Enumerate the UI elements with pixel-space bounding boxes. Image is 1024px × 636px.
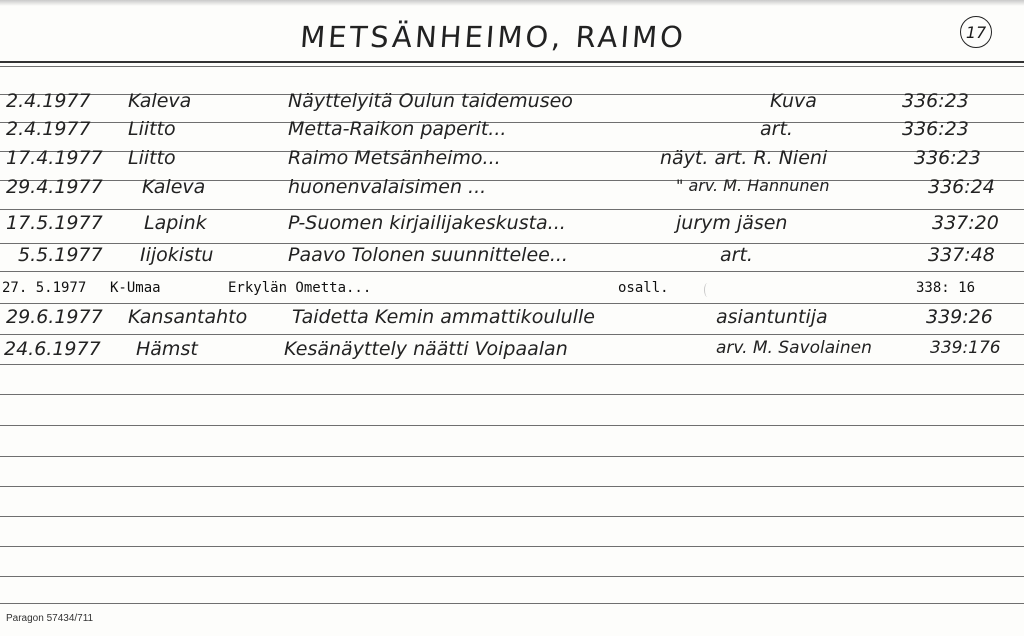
card-top-edge [0,0,1024,6]
ruled-line [0,576,1024,577]
entry-title: Näyttelyitä Oulun taidemuseo [288,90,573,112]
pencil-mark [704,283,711,297]
ruled-line [0,516,1024,517]
ruled-line [0,486,1024,487]
entry-publication: Lapink [144,212,207,234]
entry-date: 29.4.1977 [6,176,103,198]
entry-publication: Hämst [136,338,198,360]
card-number-circle [960,16,992,48]
entry-date: 29.6.1977 [6,306,103,328]
entry-type: arv. M. Savolainen [716,338,872,358]
entry-title: Metta-Raikon paperit... [288,118,507,140]
entry-publication: Iijokistu [140,244,214,266]
entry-reference: 339:26 [926,306,993,328]
entry-publication: Kaleva [142,176,206,198]
ruled-line [0,334,1024,335]
entry-publication: Liitto [128,147,176,169]
entry-type: näyt. art. R. Nieni [660,147,828,169]
entry-reference: 336:23 [902,118,969,140]
entry-reference: 336:24 [928,176,995,198]
entry-publication: Kaleva [128,90,192,112]
entry-date: 17.4.1977 [6,147,103,169]
entry-date: 24.6.1977 [4,338,101,360]
entry-date: 2.4.1977 [6,90,91,112]
entry-date: 5.5.1977 [18,244,103,266]
entry-title: Erkylän Ometta... [228,280,372,296]
entry-title: P-Suomen kirjailijakeskusta... [288,212,566,234]
card-footer: Paragon 57434/711 [6,613,94,624]
entry-title: Kesänäyttely näätti Voipaalan [284,338,568,360]
ruled-line [0,425,1024,426]
ruled-line [0,394,1024,395]
entry-date: 2.4.1977 [6,118,91,140]
ruled-line [0,603,1024,604]
entry-title: Raimo Metsänheimo... [288,147,501,169]
entry-reference: 339:176 [930,338,1001,358]
entry-type: osall. [618,280,669,296]
entry-row [0,210,1024,240]
entry-row [0,336,1024,366]
entry-row [0,272,1024,302]
entry-row [0,145,1024,175]
header-rule [0,61,1024,63]
ruled-line [0,546,1024,547]
entry-reference: 336:23 [914,147,981,169]
entry-type: art. [720,244,753,266]
entry-row [0,174,1024,204]
entry-type: jurym jäsen [676,212,788,234]
entry-type: Kuva [770,90,817,112]
entry-reference: 337:20 [932,212,999,234]
entry-row [0,304,1024,334]
entry-row [0,116,1024,146]
entry-type: art. [760,118,793,140]
entry-date: 17.5.1977 [6,212,103,234]
entry-publication: Kansantahto [128,306,248,328]
entry-date: 27. 5.1977 [2,280,87,296]
entry-reference: 338: 16 [916,280,976,296]
entry-title: Paavo Tolonen suunnittelee... [288,244,568,266]
entry-row [0,242,1024,272]
card-number: 17 [965,22,987,42]
header-rule-thin [0,66,1024,67]
entry-publication: Liitto [128,118,176,140]
entry-row [0,88,1024,118]
entry-title: huonenvalaisimen ... [288,176,487,198]
entry-type: asiantuntija [716,306,828,328]
card-title: METSÄNHEIMO, RAIMO [299,20,688,54]
entry-reference: 337:48 [928,244,995,266]
entry-type: " arv. M. Hannunen [676,176,830,195]
ruled-line [0,456,1024,457]
entry-title: Taidetta Kemin ammattikoululle [292,306,595,328]
entry-publication: K-Umaa [110,280,161,296]
entry-reference: 336:23 [902,90,969,112]
